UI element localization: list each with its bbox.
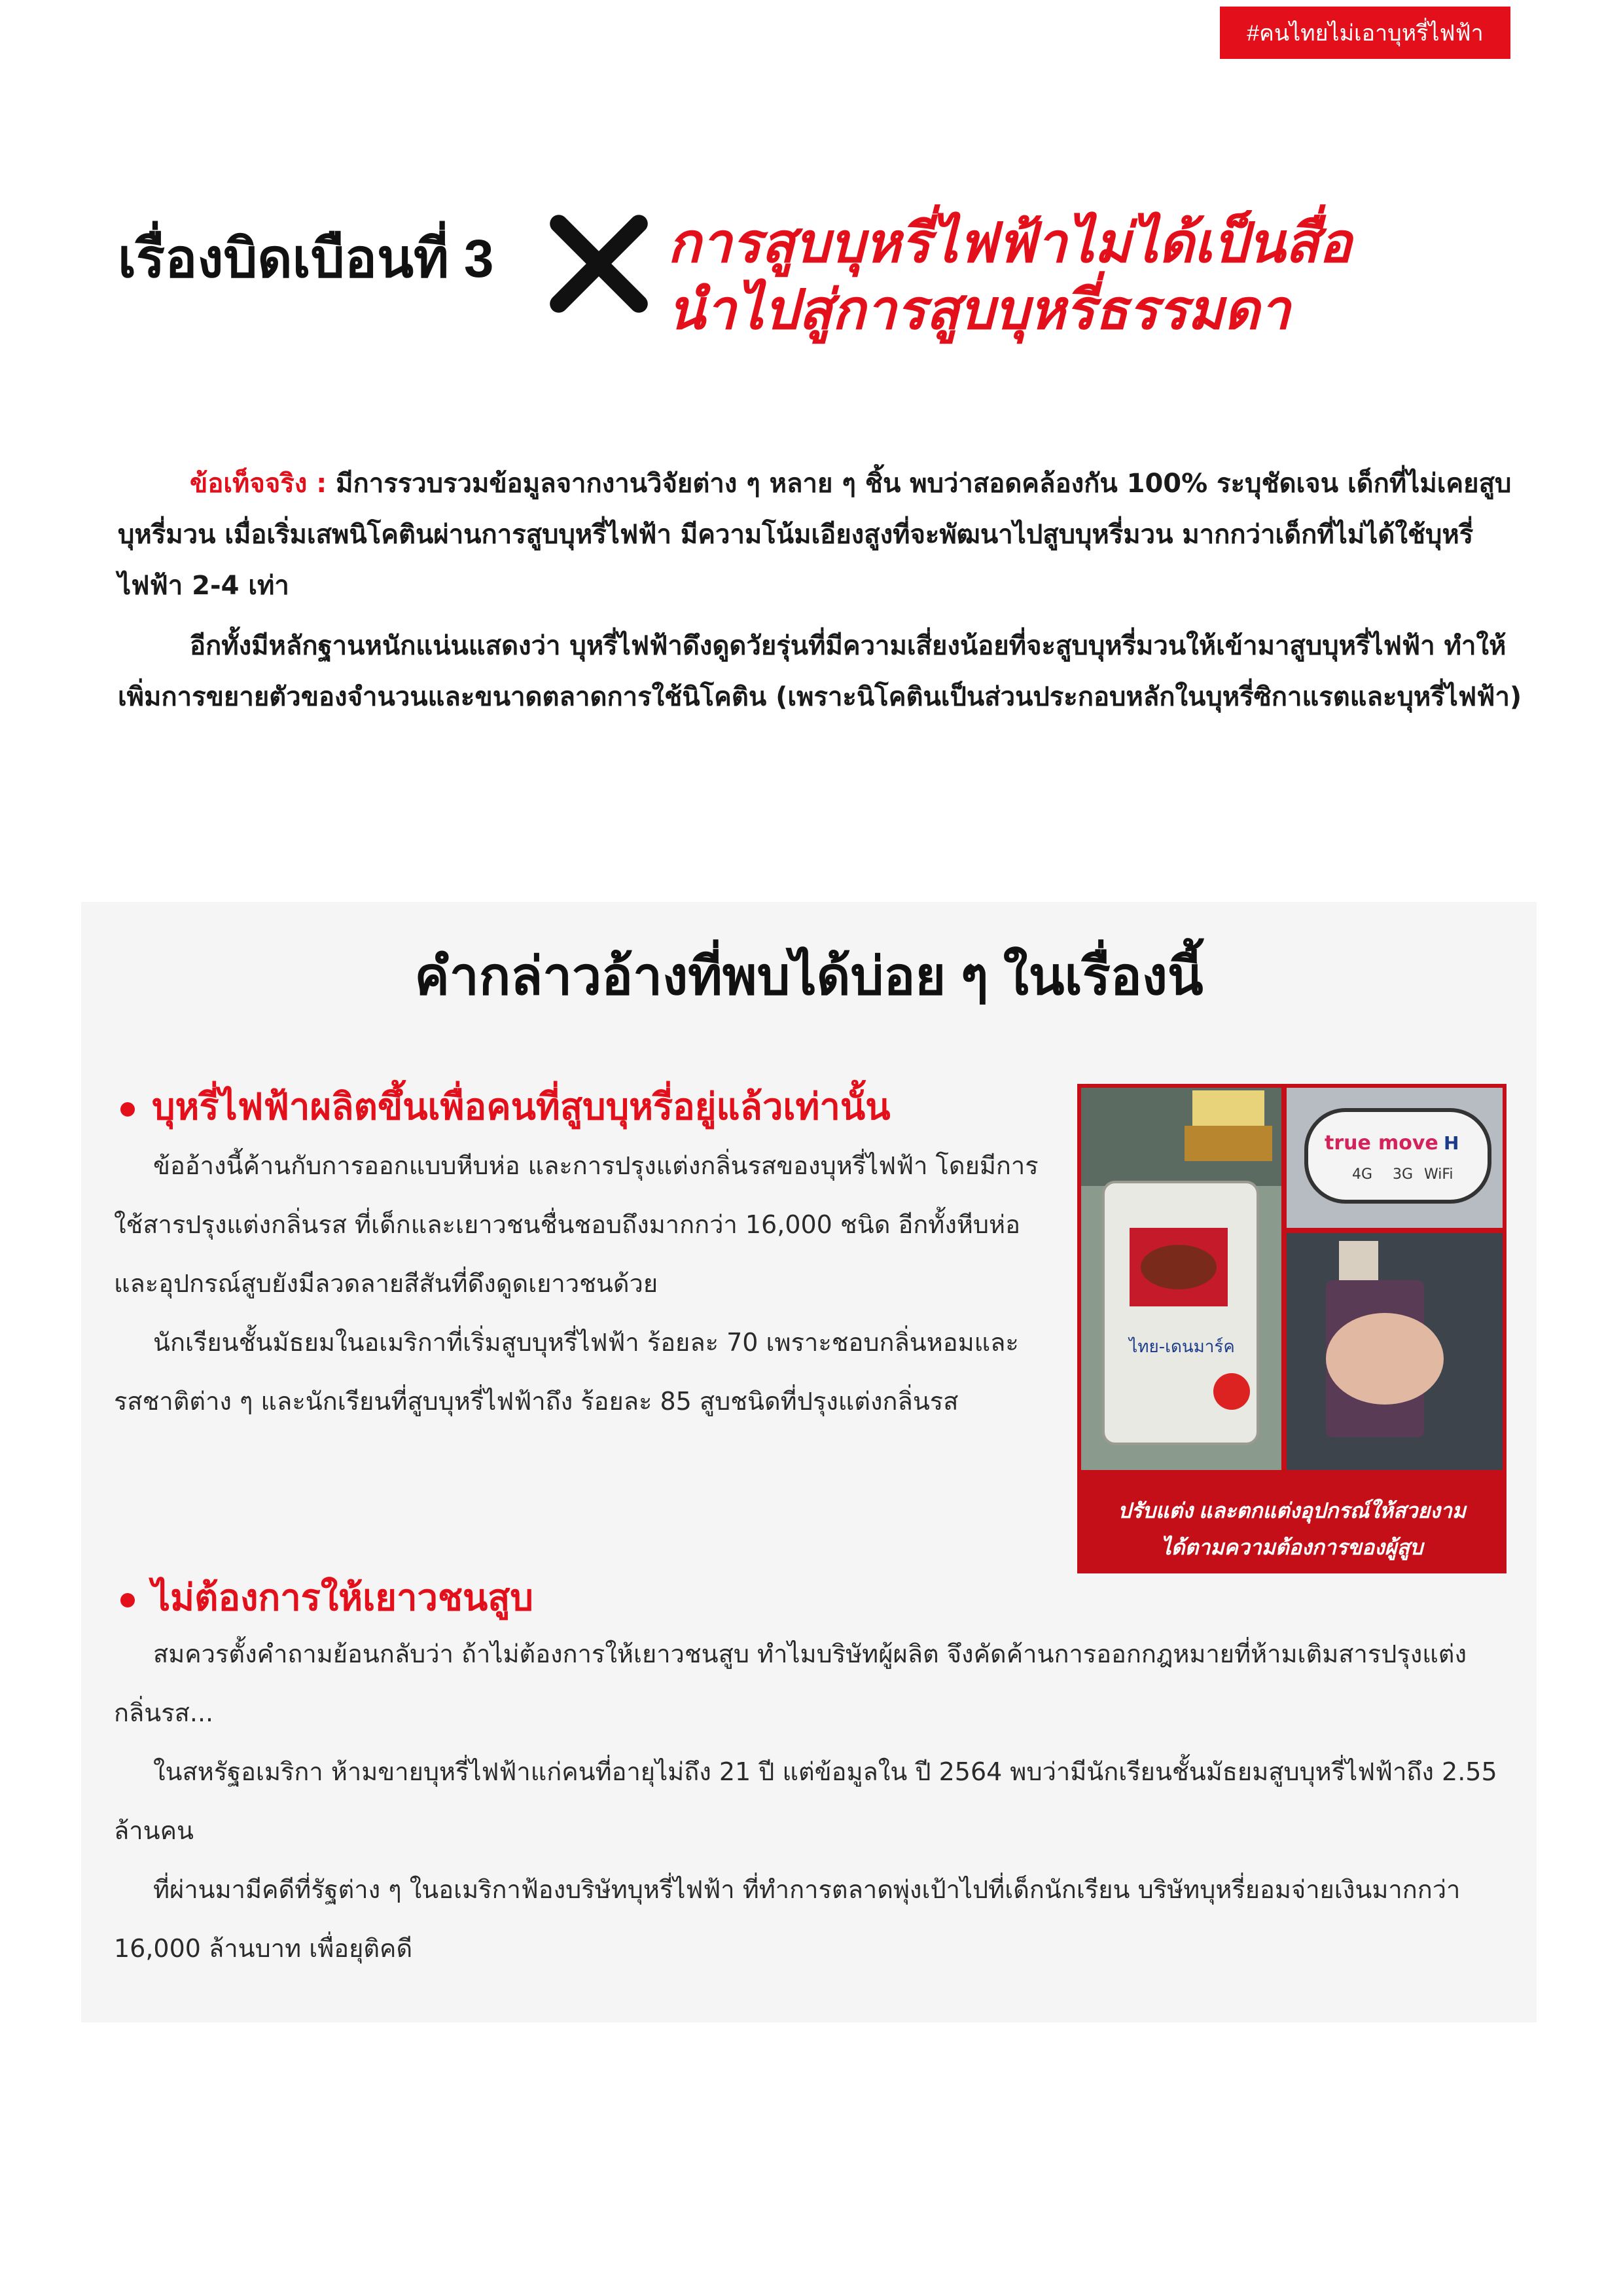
fact-text-1: มีการรวบรวมข้อมูลจากงานวิจัยต่าง ๆ หลาย ๆ ชิ้น พบว่าสอดคล้องกัน 100% ระบุชัดเจน เด็กที่ไม่เคยสูบบุหรี่มวน เมื่อเริ่มเสพนิโคตินผ่านการสูบบุหรี่ไฟฟ้า มีความโน้มเอียงสูงที่จะพัฒนาไปสูบบุหรี่มวน มากกว่าเด็กที่ไม่ได้ใช้บุหรี่ไฟฟ้า 2-4 เท่า — [118, 469, 1512, 601]
wifi-label: WiFi — [1424, 1166, 1454, 1183]
photo-caption-line1: ปรับแต่ง และตกแต่งอุปกรณ์ให้สวยงาม — [1118, 1499, 1466, 1522]
bullet-dot-icon — [120, 1102, 135, 1117]
hashtag-badge: #คนไทยไม่เอาบุหรี่ไฟฟ้า — [1220, 7, 1510, 59]
box-label: ไทย-เดนมาร์ค — [1129, 1337, 1235, 1357]
fact-section — [118, 458, 1538, 732]
claim-2-paragraph-1: สมควรตั้งคำถามย้อนกลับว่า ถ้าไม่ต้องการให้เยาวชนสูบ ทำไมบริษัทผู้ผลิต จึงคัดค้านการออกกฎหมายที่ห้ามเติมสารปรุงแต่งกลิ่นรส... — [114, 1640, 1467, 1727]
fact-paragraph-1 — [118, 458, 1538, 611]
fact-paragraph-2: อีกทั้งมีหลักฐานหนักแน่นแสดงว่า บุหรี่ไฟฟ้าดึงดูดวัยรุ่นที่มีความเสี่ยงน้อยที่จะสูบบุหรี่มวนให้เข้ามาสูบบุหรี่ไฟฟ้า ทำให้เพิ่มการขยายตัวของจำนวนและขนาดตลาดการใช้นิโคติน (เพราะนิโคตินเป็นส่วนประกอบหลักในบุหรี่ซิกาแรตและบุหรี่ไฟฟ้า) — [118, 631, 1522, 712]
brand-a-label: true — [1325, 1132, 1371, 1155]
photo-caption-line2: ได้ตามความต้องการของผู้สูบ — [1160, 1535, 1423, 1559]
brand-h-label: H — [1444, 1132, 1459, 1154]
claim-1-paragraph-1: ข้ออ้างนี้ค้านกับการออกแบบหีบห่อ และการปรุงแต่งกลิ่นรสของบุหรี่ไฟฟ้า โดยมีการใช้สารปรุงแต่งกลิ่นรส ที่เด็กและเยาวชนชื่นชอบถึงมากกว่า 16,000 ชนิด อีกทั้งหีบห่อและอุปกรณ์สูบยังมีลวดลายสีสันที่ดึงดูดเยาวชนด้วย — [114, 1151, 1039, 1298]
claim-1-heading — [120, 1077, 890, 1136]
claim-1-heading-text: บุหรี่ไฟฟ้าผลิตขึ้นเพื่อคนที่สูบบุหรี่อยู่แล้วเท่านั้น — [152, 1086, 891, 1127]
myth-statement-line1: การสูบบุหรี่ไฟฟ้าไม่ได้เป็นสื่อ — [668, 212, 1352, 274]
bullet-dot-icon — [120, 1593, 135, 1607]
claim-2-heading — [120, 1568, 533, 1626]
claim-2-paragraph-3: ที่ผ่านมามีคดีที่รัฐต่าง ๆ ในอเมริกาฟ้องบริษัทบุหรี่ไฟฟ้า ที่ทำการตลาดพุ่งเป้าไปที่เด็กนักเรียน บริษัทบุหรี่ยอมจ่ายเงินมากกว่า 16,000 ล้านบาท เพื่อยุติคดี — [114, 1875, 1461, 1963]
photo-caption — [1077, 1492, 1507, 1566]
claims-panel — [81, 902, 1537, 2022]
x-mark-icon — [543, 208, 654, 319]
claim-2-body — [114, 1624, 1504, 1978]
4g-label: 4G — [1352, 1166, 1373, 1183]
brand-b-label: move — [1378, 1132, 1438, 1155]
page-title-myth: เรื่องบิดเบือนที่ 3 — [118, 229, 494, 289]
claims-panel-title: คำกล่าวอ้างที่พบได้บ่อย ๆ ในเรื่องนี้ — [414, 947, 1204, 1005]
claim-2-heading-text: ไม่ต้องการให้เยาวชนสูบ — [152, 1577, 533, 1618]
claim-1-paragraph-2: นักเรียนชั้นมัธยมในอเมริกาที่เริ่มสูบบุหรี่ไฟฟ้า ร้อยละ 70 เพราะชอบกลิ่นหอมและรสชาติต่าง ๆ และนักเรียนที่สูบบุหรี่ไฟฟ้าถึง ร้อยละ 85 สูบชนิดที่ปรุงแต่งกลิ่นรส — [114, 1328, 1019, 1416]
claim-1-body — [114, 1136, 1050, 1431]
vape-devices-photo — [1077, 1084, 1507, 1573]
myth-statement-line2: นำไปสู่การสูบบุหรี่ธรรมดา — [668, 279, 1291, 341]
fact-label: ข้อเท็จจริง : — [190, 469, 327, 499]
claim-2-paragraph-2: ในสหรัฐอเมริกา ห้ามขายบุหรี่ไฟฟ้าแก่คนที่อายุไม่ถึง 21 ปี แต่ข้อมูลใน ปี 2564 พบว่ามีนักเรียนชั้นมัธยมสูบบุหรี่ไฟฟ้าถึง 2.55 ล้านคน — [114, 1757, 1497, 1845]
3g-label: 3G — [1393, 1166, 1414, 1183]
myth-statement — [668, 209, 1352, 344]
